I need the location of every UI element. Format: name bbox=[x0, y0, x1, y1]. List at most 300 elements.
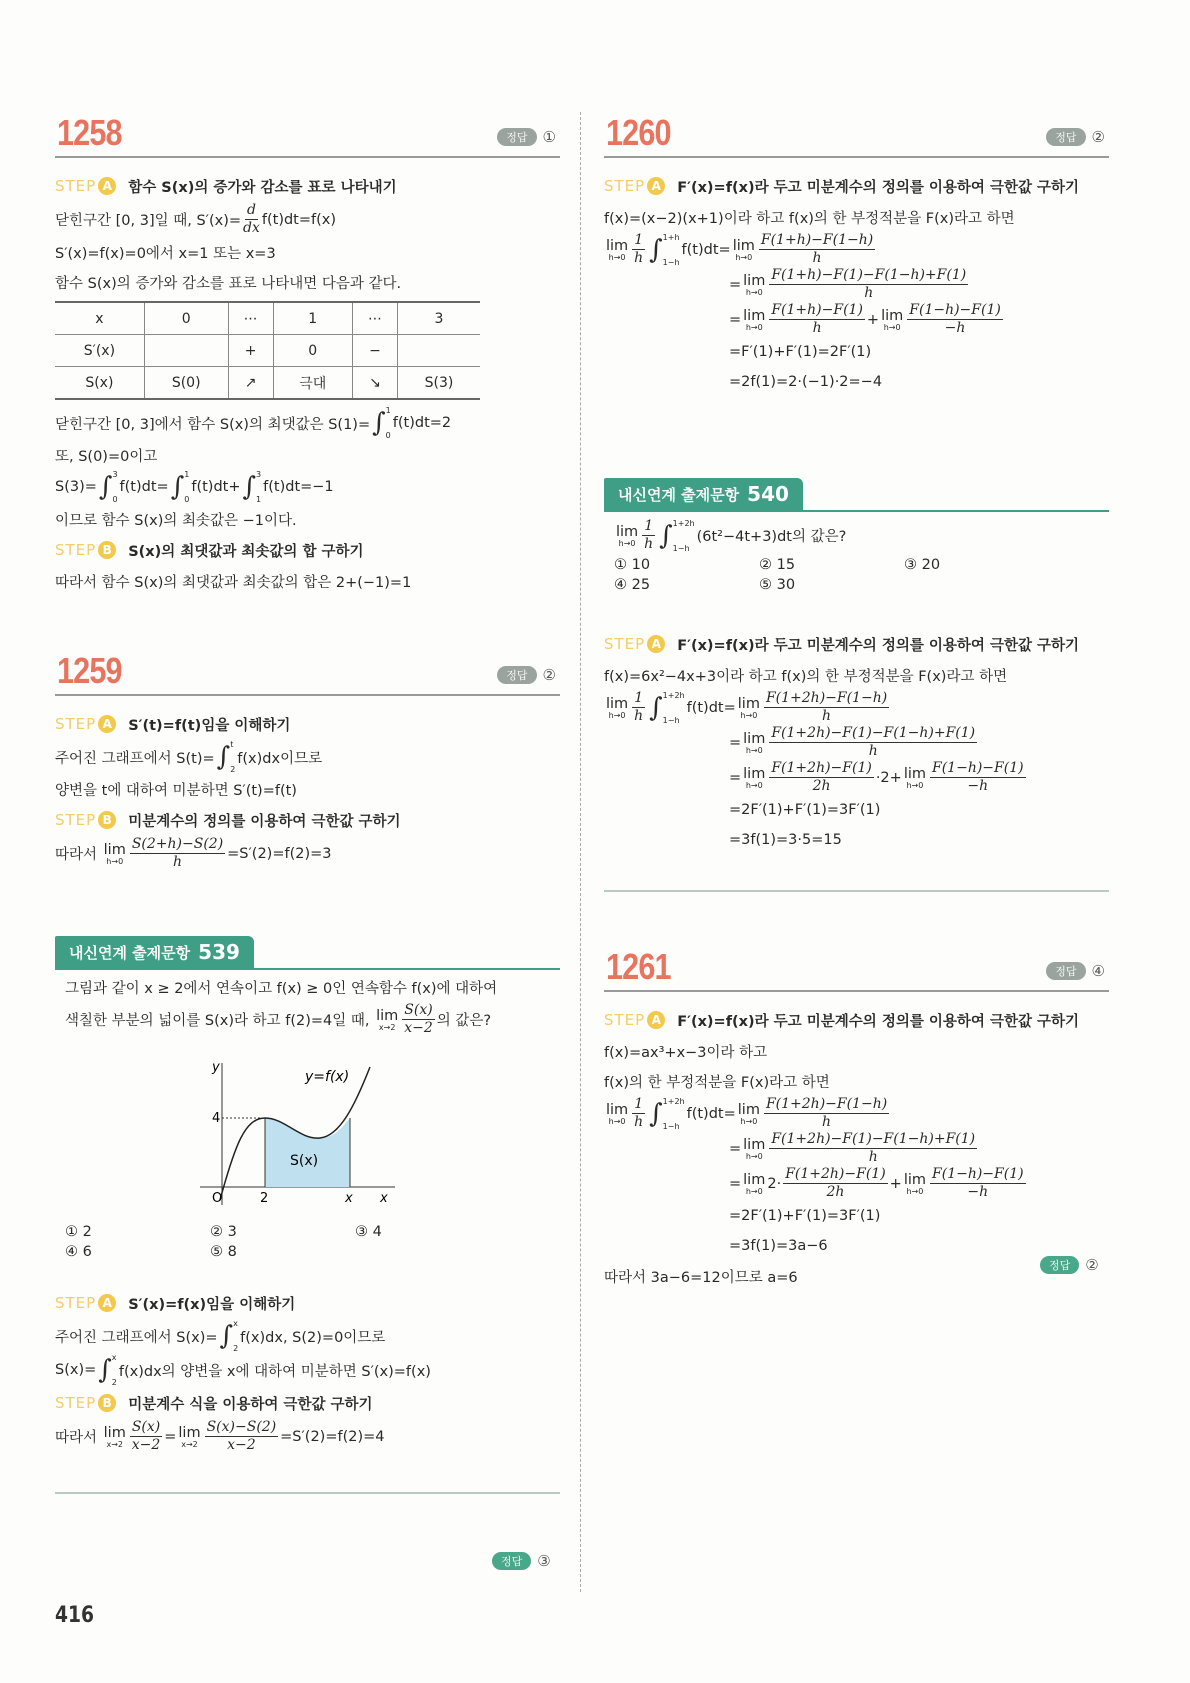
table-cell: ↗ bbox=[228, 367, 273, 400]
lim-word: lim bbox=[743, 1136, 766, 1153]
numerator: S(x)−S(2) bbox=[206, 1419, 277, 1435]
math-line bbox=[65, 972, 570, 1002]
fraction bbox=[402, 1002, 434, 1037]
step-label: STEP bbox=[55, 1294, 97, 1312]
limit bbox=[743, 273, 765, 297]
text-segment: f(x)dx이므로 bbox=[237, 750, 323, 767]
numerator: 1 bbox=[634, 1096, 644, 1112]
lim-word: lim bbox=[743, 730, 766, 747]
answer-label: 정답 bbox=[492, 1552, 531, 1570]
answer-label: 정답 bbox=[1046, 962, 1085, 980]
choice-1[interactable]: ① 10 bbox=[614, 557, 651, 573]
lim-subscript: x→2 bbox=[378, 1022, 396, 1032]
text-segment: 2· bbox=[767, 1175, 782, 1192]
integral-sign-icon: ∫ bbox=[170, 472, 185, 502]
denominator: h bbox=[634, 250, 644, 266]
fraction bbox=[769, 725, 977, 760]
limit bbox=[743, 766, 765, 790]
problem-539-choices bbox=[65, 1220, 570, 1260]
table-cell: 0 bbox=[273, 335, 352, 367]
integral bbox=[217, 740, 236, 774]
math-line bbox=[55, 1319, 560, 1353]
step-title: S(x)의 최댓값과 최솟값의 합 구하기 bbox=[128, 543, 364, 560]
denominator: dx bbox=[243, 220, 260, 236]
numerator: F(1+h)−F(1)−F(1−h)+F(1) bbox=[771, 267, 967, 283]
math-line bbox=[604, 825, 1109, 855]
lim-word: lim bbox=[743, 307, 766, 324]
text-segment: 주어진 그래프에서 S(x)= bbox=[55, 1329, 218, 1346]
integral bbox=[649, 233, 679, 267]
lim-word: lim bbox=[903, 1171, 927, 1188]
answer-label: 정답 bbox=[497, 666, 536, 684]
step-title: 함수 S(x)의 증가와 감소를 표로 나타내기 bbox=[128, 179, 397, 196]
integral-bounds bbox=[230, 740, 235, 774]
limit bbox=[606, 696, 628, 720]
text-segment: f(t)dt= bbox=[681, 241, 731, 258]
step-label: STEP bbox=[55, 715, 97, 733]
table-cell: 0 bbox=[144, 302, 228, 335]
numerator: S(2+h)−S(2) bbox=[131, 836, 224, 852]
limit bbox=[104, 842, 126, 866]
integral bbox=[220, 1319, 239, 1353]
limit bbox=[616, 524, 638, 548]
lower-bound: 1−h bbox=[662, 257, 680, 267]
limit bbox=[743, 308, 765, 332]
text-segment: S(x)= bbox=[55, 1362, 97, 1378]
x-var-label: x bbox=[345, 1191, 353, 1206]
table-cell bbox=[397, 335, 480, 367]
lim-subscript: h→0 bbox=[740, 710, 758, 720]
math-line bbox=[604, 267, 1109, 302]
text-segment: 또, S(0)=0이고 bbox=[55, 448, 158, 465]
lim-subscript: h→0 bbox=[745, 1186, 763, 1196]
function-graph bbox=[190, 1055, 410, 1210]
text-segment: =2f(1)=2·(−1)·2=−4 bbox=[729, 374, 883, 390]
step-title: S′(t)=f(t)임을 이해하기 bbox=[128, 717, 291, 734]
answer-value: ③ bbox=[537, 1551, 551, 1570]
math-line bbox=[604, 1066, 1109, 1096]
problem-number: 1261 bbox=[606, 946, 671, 987]
column-divider bbox=[580, 112, 582, 1592]
lim-word: lim bbox=[743, 272, 766, 289]
text-segment: =F′(1)+F′(1)=2F′(1) bbox=[729, 344, 872, 360]
numerator: F(1+2h)−F(1−h) bbox=[765, 1096, 888, 1112]
step-label: STEP bbox=[604, 1011, 646, 1029]
step-heading bbox=[55, 1387, 560, 1419]
integral-bounds bbox=[663, 1097, 685, 1131]
upper-bound: 1+2h bbox=[662, 690, 685, 700]
integral-sign-icon: ∫ bbox=[372, 408, 386, 438]
lim-subscript: h→0 bbox=[608, 710, 626, 720]
integral-bounds bbox=[673, 519, 695, 553]
step-heading bbox=[604, 170, 1109, 202]
problem-1259-header bbox=[55, 650, 560, 696]
step-title: 미분계수의 정의를 이용하여 극한값 구하기 bbox=[128, 813, 401, 830]
integral-bounds bbox=[112, 470, 117, 504]
text-segment: 의 값은? bbox=[436, 1013, 492, 1029]
denominator: h bbox=[822, 708, 832, 724]
limit bbox=[738, 696, 760, 720]
numerator: F(1+2h)−F(1)−F(1−h)+F(1) bbox=[771, 725, 976, 741]
table-cell: S(x) bbox=[55, 367, 144, 400]
step-heading bbox=[55, 1287, 560, 1319]
upper-bound: x bbox=[111, 1353, 117, 1362]
upper-bound: 3 bbox=[256, 470, 262, 479]
step-badge: B bbox=[98, 541, 116, 559]
limit bbox=[743, 1137, 765, 1161]
lim-subscript: h→0 bbox=[745, 745, 763, 755]
text-segment: f(x)의 한 부정적분을 F(x)라고 하면 bbox=[604, 1074, 830, 1091]
lower-bound: 2 bbox=[233, 1344, 239, 1353]
lower-bound: 1−h bbox=[662, 715, 680, 725]
answer-label: 정답 bbox=[497, 128, 536, 146]
denominator: −h bbox=[967, 1184, 989, 1200]
related-problem-tab bbox=[55, 936, 254, 968]
math-line bbox=[604, 1201, 1109, 1231]
lim-word: lim bbox=[732, 237, 755, 254]
table-cell: S(0) bbox=[144, 367, 228, 400]
lim-word: lim bbox=[737, 1101, 760, 1118]
math-line bbox=[55, 470, 560, 504]
math-line bbox=[55, 406, 560, 440]
text-segment: + bbox=[889, 1175, 902, 1192]
integral bbox=[171, 470, 190, 504]
curve-label: y=f(x) bbox=[305, 1069, 350, 1085]
lim-subscript: h→0 bbox=[906, 1186, 924, 1196]
answer-label: 정답 bbox=[1046, 128, 1085, 146]
integral-sign-icon: ∫ bbox=[242, 472, 257, 502]
integral-bounds bbox=[184, 470, 189, 504]
page-number: 416 bbox=[55, 1603, 95, 1628]
problem-1261-solution bbox=[604, 1004, 1109, 1291]
text-segment: =3f(1)=3a−6 bbox=[729, 1238, 828, 1254]
problem-539-question bbox=[65, 972, 570, 1037]
denominator: 2h bbox=[826, 1184, 845, 1200]
denominator: h bbox=[868, 1149, 878, 1165]
math-line bbox=[604, 302, 1109, 337]
answer-value: ① bbox=[542, 128, 556, 146]
integral-bounds bbox=[663, 233, 680, 267]
denominator: h bbox=[634, 708, 644, 724]
table-cell: S′(x) bbox=[55, 335, 144, 367]
lower-bound: 1−h bbox=[672, 543, 690, 553]
denominator: x−2 bbox=[131, 1437, 161, 1453]
math-line bbox=[55, 504, 560, 534]
limit bbox=[904, 1172, 926, 1196]
answer-value: ② bbox=[542, 666, 556, 684]
integral bbox=[649, 1097, 685, 1131]
text-segment: (6t²−4t+3)dt의 값은? bbox=[696, 529, 847, 545]
step-badge: A bbox=[98, 715, 116, 733]
related-problem-539-header bbox=[55, 936, 560, 970]
step-title: F′(x)=f(x)라 두고 미분계수의 정의를 이용하여 극한값 구하기 bbox=[677, 637, 1080, 654]
lim-subscript: h→0 bbox=[745, 287, 763, 297]
denominator: h bbox=[812, 320, 822, 336]
text-segment: f(t)dt=−1 bbox=[263, 479, 334, 495]
math-line bbox=[604, 232, 1109, 267]
text-segment: f(t)dt=2 bbox=[392, 415, 452, 431]
fraction bbox=[769, 760, 873, 795]
denominator: h bbox=[822, 1114, 832, 1130]
table-cell: − bbox=[352, 335, 397, 367]
text-segment: 따라서 함수 S(x)의 최댓값과 최솟값의 합은 2+(−1)=1 bbox=[55, 574, 412, 591]
text-segment: f(x)=ax³+x−3이라 하고 bbox=[604, 1044, 768, 1061]
text-segment: =2F′(1)+F′(1)=3F′(1) bbox=[729, 1208, 881, 1224]
table-cell: 3 bbox=[397, 302, 480, 335]
choice-3[interactable]: ③ 20 bbox=[904, 557, 941, 573]
denominator: h bbox=[634, 1114, 644, 1130]
text-segment: = bbox=[729, 734, 742, 751]
problem-1258-header bbox=[55, 112, 560, 158]
step-label: STEP bbox=[604, 635, 646, 653]
math-line bbox=[55, 836, 560, 871]
limit bbox=[104, 1425, 126, 1449]
step-heading bbox=[604, 628, 1109, 660]
step-heading bbox=[55, 708, 560, 740]
math-line bbox=[614, 518, 1119, 553]
fraction bbox=[759, 232, 875, 267]
step-label: STEP bbox=[604, 177, 646, 195]
math-line bbox=[55, 440, 560, 470]
table-cell bbox=[144, 335, 228, 367]
math-line bbox=[65, 1002, 570, 1037]
integral-sign-icon: ∫ bbox=[649, 1098, 663, 1129]
table-cell: 1 bbox=[273, 302, 352, 335]
math-line bbox=[604, 367, 1109, 397]
math-line bbox=[604, 795, 1109, 825]
table-cell: ⋯ bbox=[228, 302, 273, 335]
lim-subscript: h→0 bbox=[906, 780, 924, 790]
choice-5[interactable]: ⑤ 30 bbox=[759, 577, 796, 593]
fraction bbox=[783, 1166, 887, 1201]
math-line bbox=[55, 1419, 560, 1454]
lim-subscript: x→2 bbox=[181, 1439, 198, 1449]
choice-2[interactable]: ② 15 bbox=[759, 557, 796, 573]
lim-word: lim bbox=[743, 1171, 766, 1188]
lim-subscript: h→0 bbox=[608, 1116, 626, 1126]
lower-bound: 0 bbox=[184, 495, 190, 504]
lower-bound: 2 bbox=[111, 1378, 117, 1387]
integral-bounds bbox=[112, 1353, 117, 1387]
fraction bbox=[930, 760, 1026, 795]
integral bbox=[243, 470, 262, 504]
lim-word: lim bbox=[606, 237, 629, 254]
denominator: h bbox=[812, 250, 822, 266]
fraction bbox=[769, 302, 865, 337]
numerator: F(1−h)−F(1) bbox=[932, 760, 1024, 776]
related-label: 내신연계 출제문항 bbox=[69, 943, 191, 962]
related-problem-540-header bbox=[604, 478, 1109, 512]
numerator: F(1+h)−F(1) bbox=[771, 302, 863, 318]
numerator: S(x) bbox=[131, 1419, 161, 1435]
step-heading bbox=[55, 170, 560, 202]
step-badge: A bbox=[647, 177, 665, 195]
math-line bbox=[55, 774, 560, 804]
integral-bounds bbox=[233, 1319, 238, 1353]
integral-sign-icon: ∫ bbox=[649, 234, 663, 265]
fraction bbox=[130, 836, 225, 871]
answer-value: ② bbox=[1085, 1255, 1099, 1274]
numerator: d bbox=[246, 202, 256, 218]
numerator: F(1−h)−F(1) bbox=[909, 302, 1001, 318]
text-segment: f(t)dt+ bbox=[191, 479, 241, 495]
table-cell: 극대 bbox=[273, 367, 352, 400]
fraction bbox=[243, 202, 260, 237]
denominator: h bbox=[868, 743, 878, 759]
text-segment: = bbox=[729, 769, 742, 786]
lim-subscript: h→0 bbox=[740, 1116, 758, 1126]
limit bbox=[743, 1172, 765, 1196]
answer-badge bbox=[497, 666, 556, 684]
problem-1260-header bbox=[604, 112, 1109, 158]
integral bbox=[659, 519, 695, 553]
text-segment: =S′(2)=f(2)=4 bbox=[280, 1428, 385, 1445]
fraction bbox=[205, 1419, 279, 1454]
table-row bbox=[55, 302, 480, 335]
text-segment: f(t)dt= bbox=[686, 699, 736, 716]
answer-label: 정답 bbox=[1040, 1256, 1079, 1274]
lower-bound: 1−h bbox=[662, 1121, 680, 1131]
integral-sign-icon: ∫ bbox=[98, 1355, 112, 1385]
integral bbox=[99, 470, 118, 504]
choice-4[interactable]: ④ 6 bbox=[65, 1244, 92, 1260]
numerator: F(1+h)−F(1−h) bbox=[760, 232, 874, 248]
numerator: S(x) bbox=[404, 1002, 433, 1018]
step-badge: B bbox=[98, 1394, 116, 1412]
step-title: S′(x)=f(x)임을 이해하기 bbox=[128, 1296, 296, 1313]
text-segment: f(t)dt=f(x) bbox=[261, 211, 337, 228]
choice-1[interactable]: ① 2 bbox=[65, 1224, 92, 1240]
text-segment: ·2+ bbox=[875, 769, 902, 786]
lim-subscript: h→0 bbox=[745, 1151, 763, 1161]
answer-badge bbox=[497, 128, 556, 146]
math-line bbox=[55, 202, 560, 237]
lim-subscript: h→0 bbox=[106, 856, 124, 866]
limit bbox=[733, 238, 755, 262]
choice-3[interactable]: ③ 4 bbox=[355, 1224, 382, 1240]
lim-subscript: h→0 bbox=[745, 322, 763, 332]
lim-word: lim bbox=[903, 765, 926, 782]
text-segment: 따라서 bbox=[55, 1430, 102, 1446]
lim-word: lim bbox=[103, 1424, 126, 1441]
text-segment: 따라서 3a−6=12이므로 a=6 bbox=[604, 1269, 798, 1286]
lim-word: lim bbox=[606, 1101, 629, 1118]
text-segment: = bbox=[729, 311, 742, 328]
step-label: STEP bbox=[55, 1394, 97, 1412]
text-segment: S(3)= bbox=[55, 479, 97, 495]
text-segment: 양변을 t에 대하여 미분하면 S′(t)=f(t) bbox=[55, 782, 297, 799]
fraction bbox=[769, 1131, 977, 1166]
numerator: 1 bbox=[644, 518, 654, 534]
math-line bbox=[604, 1131, 1109, 1166]
limit bbox=[178, 1425, 200, 1449]
numerator: F(1+2h)−F(1) bbox=[785, 1166, 886, 1182]
lim-subscript: h→0 bbox=[618, 538, 636, 548]
text-segment: 색칠한 부분의 넓이를 S(x)라 하고 f(2)=4일 때, bbox=[65, 1013, 375, 1029]
related-problem-tab bbox=[604, 478, 803, 510]
answer-value: ④ bbox=[1091, 962, 1105, 980]
table-cell: S(3) bbox=[397, 367, 480, 400]
denominator: 2h bbox=[812, 778, 831, 794]
math-line bbox=[604, 1166, 1109, 1201]
variation-table bbox=[55, 301, 480, 400]
text-segment: = bbox=[729, 276, 742, 293]
text-segment: S′(x)=f(x)=0에서 x=1 또는 x=3 bbox=[55, 245, 276, 262]
table-cell: + bbox=[228, 335, 273, 367]
numerator: 1 bbox=[634, 232, 644, 248]
origin-label: O bbox=[212, 1191, 223, 1206]
problem-539-solution bbox=[55, 1287, 560, 1454]
integral-bounds bbox=[386, 406, 391, 440]
y-tick-4: 4 bbox=[212, 1111, 221, 1126]
table-cell: ↘ bbox=[352, 367, 397, 400]
fraction bbox=[907, 302, 1003, 337]
text-segment: f(t)dt= bbox=[119, 479, 169, 495]
text-segment: f(x)dx, S(2)=0이므로 bbox=[240, 1329, 386, 1346]
answer-value: ② bbox=[1091, 128, 1105, 146]
upper-bound: 1 bbox=[385, 406, 391, 415]
region-label: S(x) bbox=[290, 1153, 319, 1169]
step-label: STEP bbox=[55, 541, 97, 559]
step-badge: A bbox=[98, 177, 116, 195]
text-segment: f(x)=6x²−4x+3이라 하고 f(x)의 한 부정적분을 F(x)라고 하면 bbox=[604, 668, 1008, 685]
upper-bound: 3 bbox=[112, 470, 118, 479]
numerator: 1 bbox=[634, 690, 644, 706]
math-line bbox=[604, 1261, 1109, 1291]
y-axis-label: y bbox=[212, 1060, 220, 1075]
denominator: h bbox=[864, 285, 874, 301]
denominator: −h bbox=[944, 320, 966, 336]
table-cell: x bbox=[55, 302, 144, 335]
section-rule bbox=[55, 1492, 560, 1494]
text-segment: = bbox=[729, 1175, 742, 1192]
lim-word: lim bbox=[743, 765, 766, 782]
step-title: F′(x)=f(x)라 두고 미분계수의 정의를 이용하여 극한값 구하기 bbox=[677, 179, 1080, 196]
text-segment: f(x)dx의 양변을 x에 대하여 미분하면 S′(x)=f(x) bbox=[118, 1363, 431, 1380]
text-segment: 이므로 함수 S(x)의 최솟값은 −1이다. bbox=[55, 512, 297, 529]
related-number: 539 bbox=[198, 940, 240, 964]
integral-sign-icon: ∫ bbox=[649, 692, 663, 723]
choice-2[interactable]: ② 3 bbox=[210, 1224, 237, 1240]
text-segment: =S′(2)=f(2)=3 bbox=[227, 845, 332, 862]
lim-word: lim bbox=[606, 695, 629, 712]
choice-4[interactable]: ④ 25 bbox=[614, 577, 651, 593]
integral-bounds bbox=[663, 691, 685, 725]
answer-badge bbox=[1046, 962, 1105, 980]
text-segment: 따라서 bbox=[55, 847, 102, 863]
math-line bbox=[55, 237, 560, 267]
math-line bbox=[604, 1096, 1109, 1131]
denominator: h bbox=[172, 854, 182, 870]
lim-subscript: h→0 bbox=[745, 780, 763, 790]
math-line bbox=[604, 760, 1109, 795]
section-rule bbox=[604, 890, 1109, 892]
problem-number: 1260 bbox=[606, 112, 671, 153]
step-badge: A bbox=[647, 635, 665, 653]
limit bbox=[606, 1102, 628, 1126]
numerator: F(1+2h)−F(1)−F(1−h)+F(1) bbox=[771, 1131, 976, 1147]
limit bbox=[881, 308, 903, 332]
choice-5[interactable]: ⑤ 8 bbox=[210, 1244, 237, 1260]
lim-subscript: h→0 bbox=[608, 252, 626, 262]
lim-word: lim bbox=[376, 1007, 399, 1024]
math-line bbox=[604, 1036, 1109, 1066]
lim-word: lim bbox=[737, 695, 760, 712]
question-text bbox=[614, 518, 1119, 553]
text-segment: 함수 S(x)의 증가와 감소를 표로 나타내면 다음과 같다. bbox=[55, 275, 402, 292]
text-segment: f(t)dt= bbox=[686, 1105, 736, 1122]
limit bbox=[738, 1102, 760, 1126]
